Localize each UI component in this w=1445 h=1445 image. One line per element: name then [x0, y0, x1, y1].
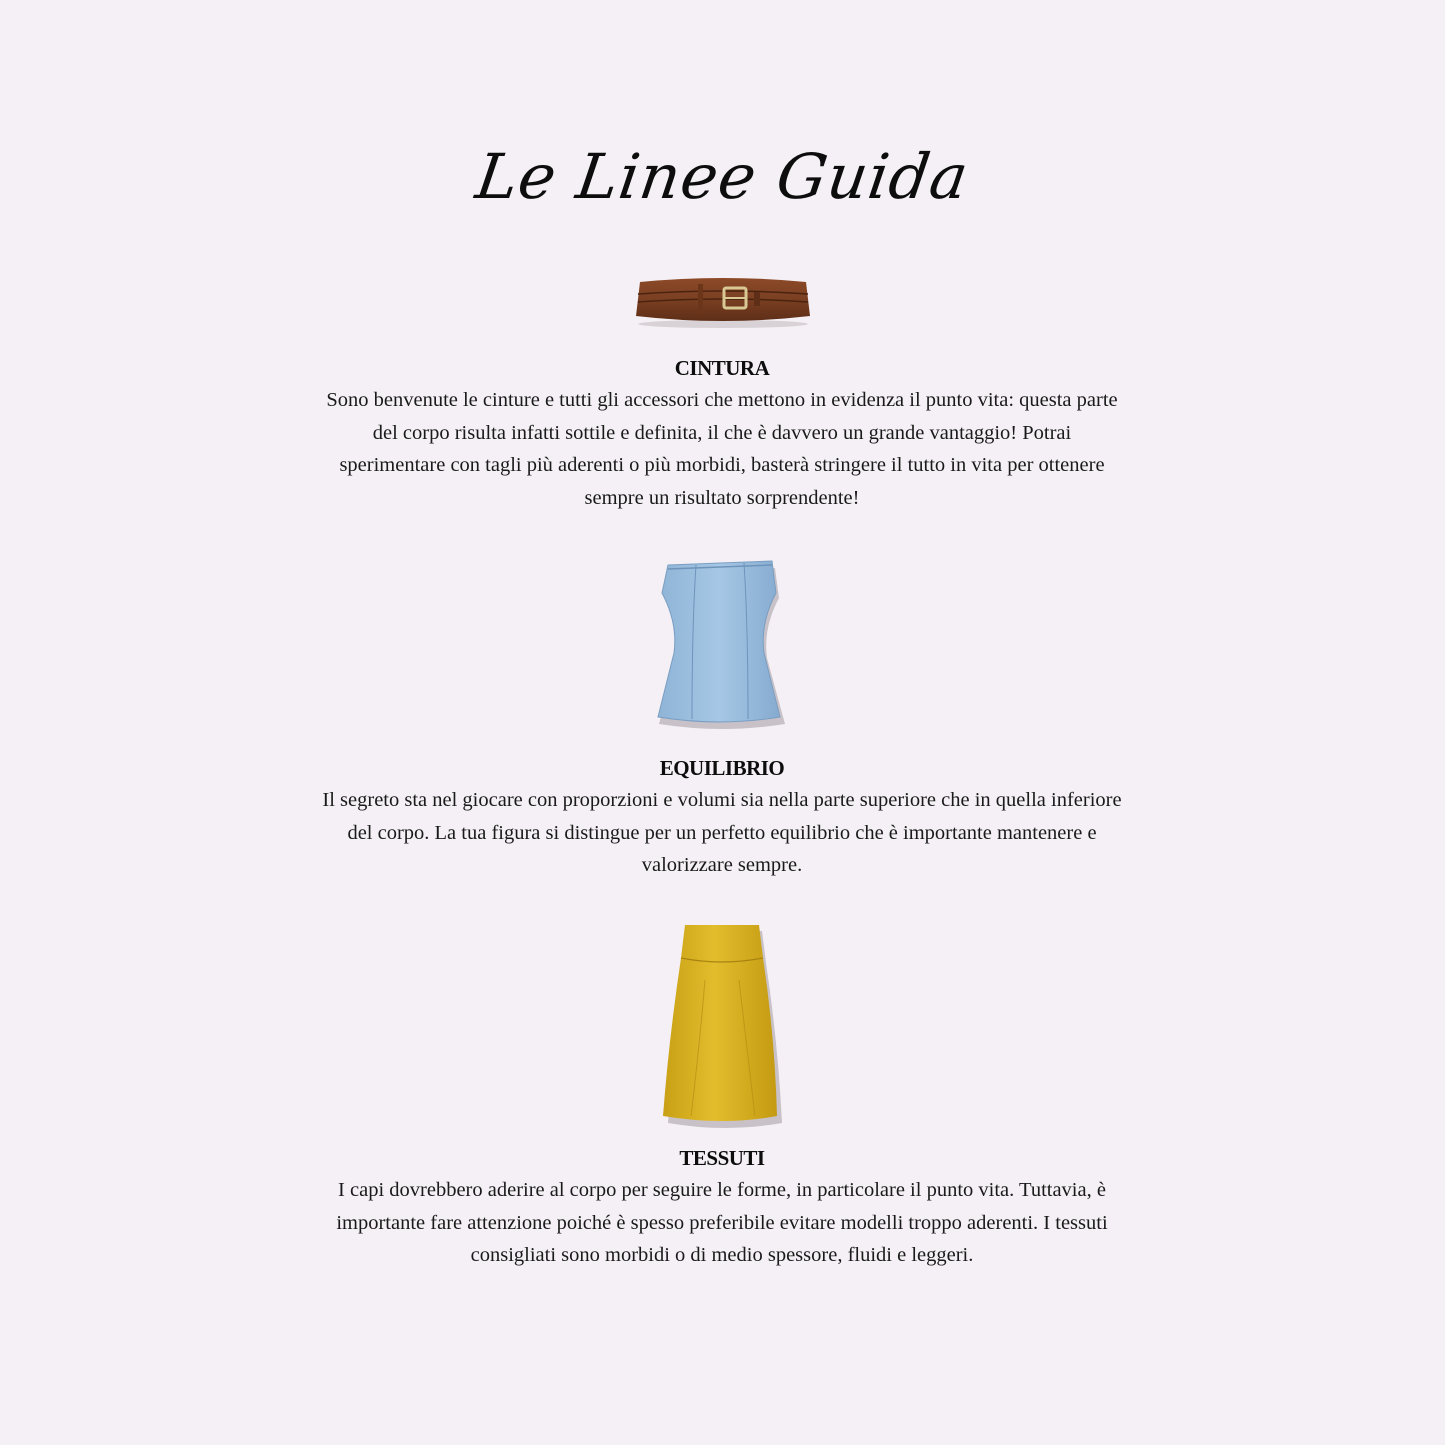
section-heading: TESSUTI — [679, 1146, 765, 1170]
denim-top-icon — [640, 555, 800, 735]
section-heading: CINTURA — [674, 356, 770, 380]
section-text: Il segreto sta nel giocare con proporzioni e volumi sia nella parte superiore che in quella inferiore del corpo. La tua figura si distingue per un perfetto equilibrio che è importante mantenere e valorizzare sempre. — [322, 789, 1122, 876]
section-text: I capi dovrebbero aderire al corpo per seguire le forme, in particolare il punto vita. Tuttavia, è importante fare attenzione poiché è spesso preferibile evitare modelli troppo aderenti. I tessuti consigliati sono morbidi o di medio spessore, fluidi e leggeri. — [336, 1179, 1108, 1266]
section-text: Sono benvenute le cinture e tutti gli accessori che mettono in evidenza il punto vita: questa parte del corpo risulta infatti sottile e definita, il che è davvero un grande vantaggio! Potrai sperimentare con tagli più aderenti o più morbidi, basterà stringere il tutto in vita per ottenere sempre un risultato sorprendente! — [326, 389, 1118, 509]
page-title: Le Linee Guida — [471, 140, 974, 213]
section-cintura — [322, 356, 1122, 514]
section-equilibrio — [322, 756, 1122, 882]
belt-icon — [628, 270, 818, 330]
yellow-skirt-icon — [655, 920, 790, 1130]
section-heading: EQUILIBRIO — [659, 756, 785, 780]
section-tessuti — [322, 1146, 1122, 1272]
